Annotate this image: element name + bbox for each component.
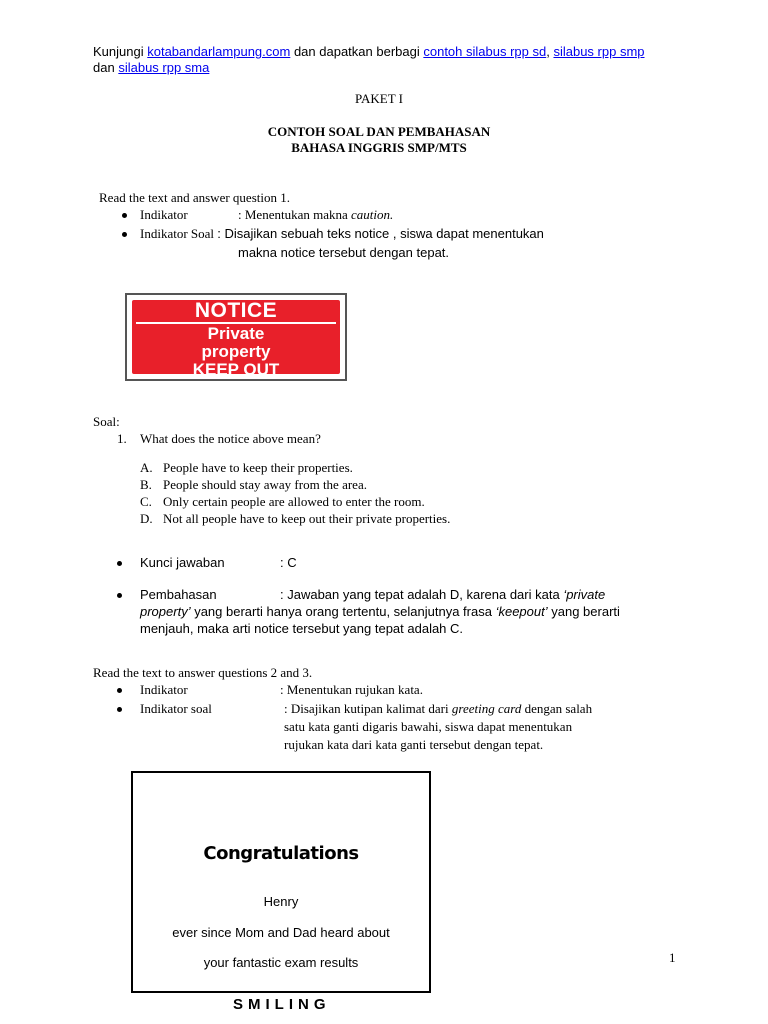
rpp-sd-link[interactable]: contoh silabus rpp sd [423, 44, 547, 59]
option-a-text: People have to keep their properties. [163, 460, 353, 475]
bullet-icon [117, 688, 122, 693]
pembahasan-line-2 [140, 604, 620, 619]
pembahasan-line-1 [280, 587, 605, 602]
header-dan-text: dan [93, 60, 115, 75]
section1-indikator-sep: : Menentukan makna [238, 207, 348, 222]
pembahasan-text-1b: ‘private [563, 587, 606, 602]
rpp-sma-link[interactable]: silabus rpp sma [118, 60, 210, 75]
section2-indikator-soal-line-2: satu kata ganti digaris bawahi, siswa dapat menentukan [284, 719, 573, 734]
option-b-letter: B. [140, 477, 152, 492]
section2-indikator-soal-1a: : Disajikan kutipan kalimat dari [284, 701, 449, 716]
option-d-letter: D. [140, 511, 153, 526]
section1-indikator-label: Indikator [140, 207, 188, 222]
pembahasan-text-2a: property’ [140, 604, 191, 619]
notice-sign-line-3: KEEP OUT [192, 360, 280, 379]
section2-indikator-soal-line-3: rujukan kata dari kata ganti tersebut dengan tepat. [284, 737, 544, 752]
doc-title-line-1: CONTOH SOAL DAN PEMBAHASAN [267, 124, 491, 139]
section2-indikator-label: Indikator [140, 682, 188, 697]
greeting-card-line-1: ever since Mom and Dad heard about [172, 925, 390, 940]
section2-indikator-soal-label: Indikator soal [140, 701, 212, 716]
site-link[interactable]: kotabandarlampung.com [147, 44, 291, 59]
rpp-smp-link[interactable]: silabus rpp smp [553, 44, 645, 59]
section2-indikator-soal-1c: dengan salah [524, 701, 593, 716]
paket-title: PAKET I [354, 91, 404, 106]
bullet-icon [122, 232, 127, 237]
pembahasan-line-3: menjauh, maka arti notice tersebut yang tepat adalah C. [140, 621, 464, 636]
greeting-card-line-2: your fantastic exam results [203, 955, 359, 970]
pembahasan-text-2d: yang berarti [551, 604, 620, 619]
notice-sign-title: NOTICE [194, 299, 278, 322]
bullet-icon [122, 213, 127, 218]
greeting-card-smiling: SMILING [233, 996, 331, 1013]
section2-indikator-soal-1b: greeting card [451, 701, 522, 716]
question1-number: 1. [117, 431, 127, 446]
section1-indikator-soal-value-2: makna notice tersebut dengan tepat. [238, 245, 450, 260]
kunci-jawaban-label: Kunci jawaban [140, 555, 225, 570]
section1-indikator-soal-label: Indikator Soal [140, 226, 215, 241]
notice-sign-panel [130, 298, 342, 379]
bullet-icon [117, 593, 122, 598]
greeting-card-congrats-heading: Congratulations [203, 843, 359, 864]
option-a-letter: A. [140, 460, 153, 475]
section1-indikator-soal-value-1: : Disajikan sebuah teks notice , siswa dapat menentukan [217, 226, 544, 241]
doc-title-line-2: BAHASA INGGRIS SMP/MTS [291, 140, 467, 155]
header-line-1 [93, 44, 645, 59]
greeting-card-name: Henry [263, 894, 299, 909]
notice-sign-line-1: Private [207, 324, 265, 343]
question1-text: What does the notice above mean? [140, 431, 321, 446]
section2-indikator-soal-line-1 [284, 701, 592, 717]
bullet-icon [117, 561, 122, 566]
section1-indikator-caution: caution. [351, 207, 394, 222]
section1-indikator-soal [140, 226, 544, 242]
header-visit-text: Kunjungi [93, 44, 144, 59]
pembahasan-text-1a: : Jawaban yang tepat adalah D, karena dari kata [280, 587, 560, 602]
pembahasan-text-2c: ‘keepout’ [495, 604, 548, 619]
option-c-text: Only certain people are allowed to enter the room. [163, 494, 425, 509]
section1-indikator-value [238, 207, 393, 223]
section1-intro: Read the text and answer question 1. [99, 190, 290, 205]
bullet-icon [117, 707, 122, 712]
pembahasan-text-2b: yang berarti hanya orang tertentu, selanjutnya frasa [194, 604, 492, 619]
header-comma: , [546, 44, 550, 59]
greeting-card [131, 771, 431, 993]
header-line-2 [93, 60, 209, 75]
soal-label: Soal: [93, 414, 120, 429]
section2-intro: Read the text to answer questions 2 and 3. [93, 665, 313, 680]
notice-sign-image [125, 293, 347, 381]
header-mid-text: dan dapatkan berbagi [293, 44, 420, 59]
option-c-letter: C. [140, 494, 152, 509]
pembahasan-label: Pembahasan [140, 587, 217, 602]
notice-sign-line-2: property [201, 342, 271, 361]
option-d-text: Not all people have to keep out their private properties. [163, 511, 451, 526]
section2-indikator-value: : Menentukan rujukan kata. [280, 682, 423, 697]
kunci-jawaban-value: : C [280, 555, 297, 570]
option-b-text: People should stay away from the area. [163, 477, 367, 492]
page-number: 1 [669, 950, 676, 965]
